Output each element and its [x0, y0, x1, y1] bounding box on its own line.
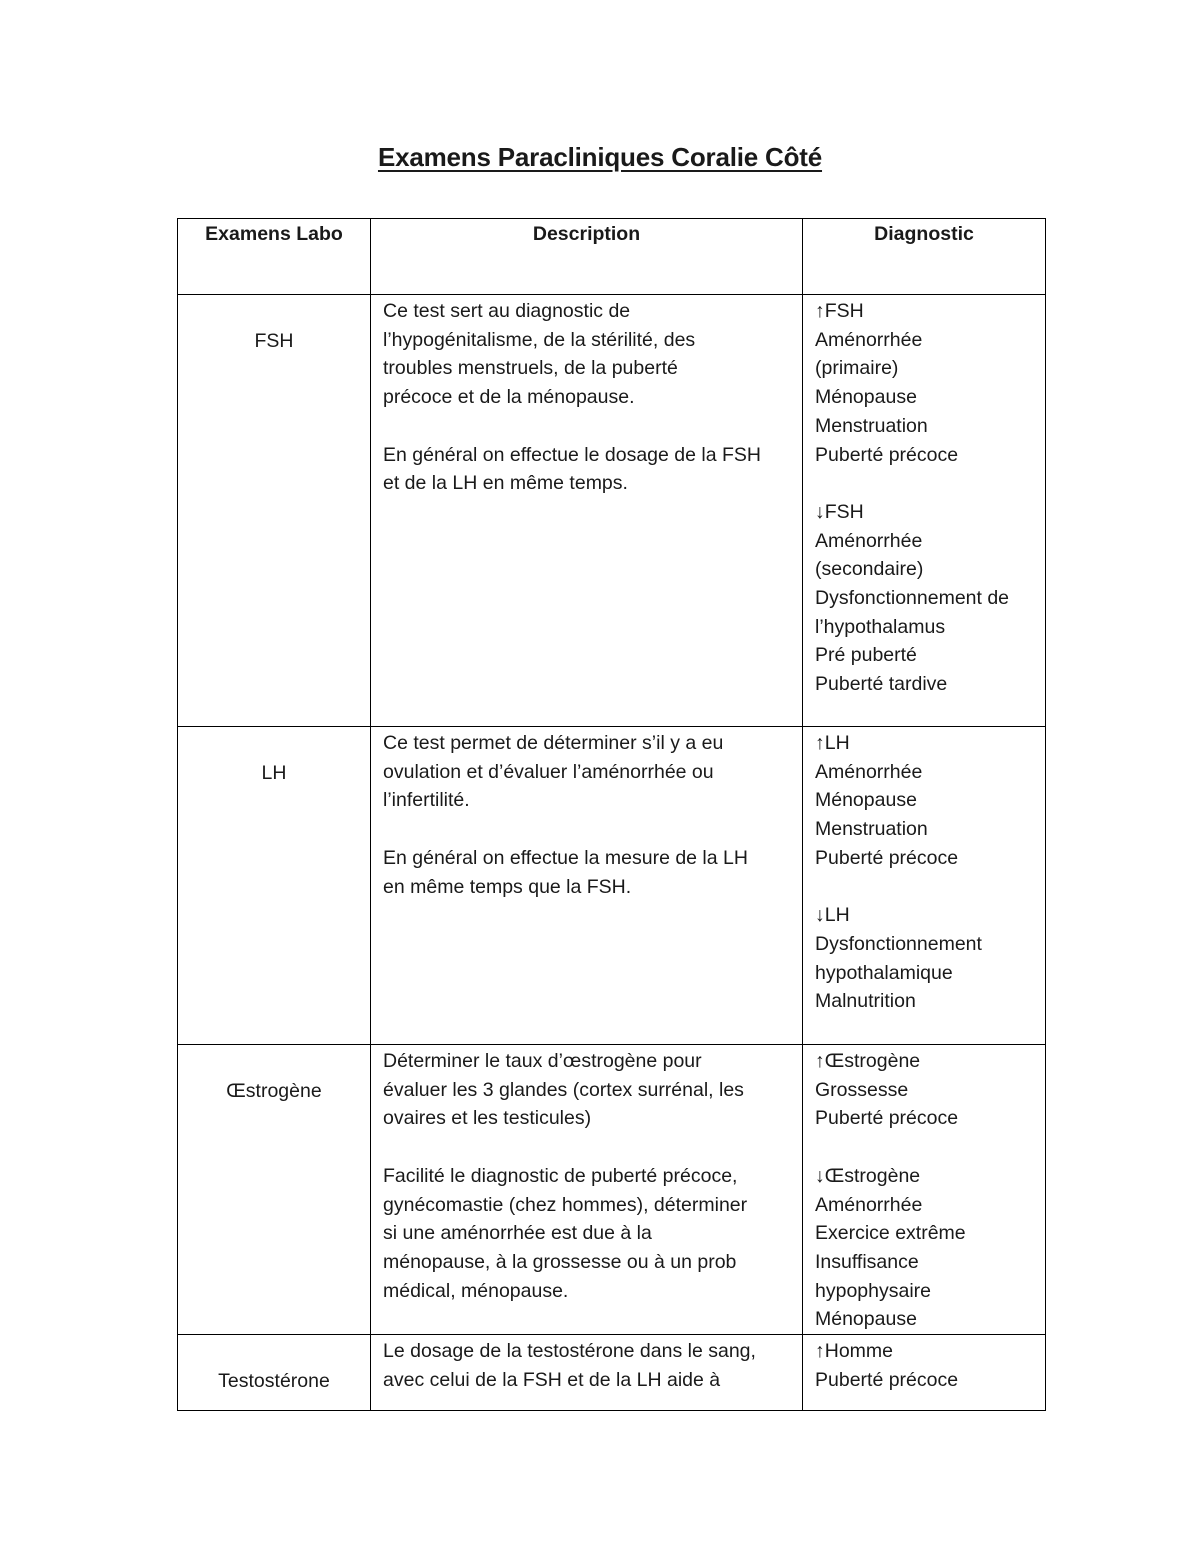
table-row-fsh — [178, 295, 1046, 727]
exam-name-testosterone: Testostérone — [218, 1370, 330, 1393]
diagnostic-oestrogene: ↑Œstrogène Grossesse Puberté précoce ↓Œstrogène Aménorrhée Exercice extrême Insuffisance hypophysaire Ménopause — [803, 1045, 1046, 1335]
header-diagnostic: Diagnostic — [803, 219, 1046, 295]
exams-table — [177, 218, 1046, 1411]
header-description: Description — [371, 219, 803, 295]
diagnostic-testosterone: ↑Homme Puberté précoce — [803, 1335, 1046, 1411]
increase-heading: ↑Œstrogène — [815, 1050, 921, 1072]
decrease-heading: ↓LH — [815, 904, 850, 927]
table-row-testosterone — [178, 1335, 1046, 1411]
diagnostic-lh: ↑LH Aménorrhée Ménopause Menstruation Puberté précoce ↓LH Dysfonctionnement hypothalamique Malnutrition — [803, 727, 1046, 1045]
description-testosterone: Le dosage de la testostérone dans le sang, avec celui de la FSH et de la LH aide à — [371, 1335, 803, 1411]
diagnostic-fsh: ↑FSH Aménorrhée (primaire) Ménopause Menstruation Puberté précoce ↓FSH Aménorrhée (secondaire) Dysfonctionnement de l’hypothalamus Pré puberté Puberté tardive — [803, 295, 1046, 727]
decrease-heading: ↓Œstrogène — [815, 1164, 921, 1187]
table-header-row — [178, 219, 1046, 295]
increase-heading: ↑FSH — [815, 300, 864, 322]
exam-name-lh: LH — [261, 762, 287, 784]
table-row-oestrogene — [178, 1045, 1046, 1335]
exam-name-fsh: FSH — [254, 330, 294, 352]
header-exam: Examens Labo — [178, 219, 371, 295]
exam-name-oestrogene: Œstrogène — [226, 1080, 322, 1102]
increase-heading: ↑Homme — [815, 1340, 894, 1363]
decrease-heading: ↓FSH — [815, 500, 864, 523]
table-row-lh — [178, 727, 1046, 1045]
description-oestrogene: Déterminer le taux d’œstrogène pour évaluer les 3 glandes (cortex surrénal, les ovaires et les testicules) Facilité le diagnostic de puberté précoce, gynécomastie (chez hommes), déterminer si une aménorrhée est due à la ménopause, à la grossesse ou à un prob médical, ménopause. — [371, 1045, 803, 1335]
description-fsh: Ce test sert au diagnostic de l’hypogénitalisme, de la stérilité, des troubles menstruels, de la puberté précoce et de la ménopause. En général on effectue le dosage de la FSH et de la LH en même temps. — [371, 295, 803, 727]
description-lh: Ce test permet de déterminer s’il y a eu ovulation et d’évaluer l’aménorrhée ou l’infertilité. En général on effectue la mesure de la LH en même temps que la FSH. — [371, 727, 803, 1045]
page-title: Examens Paracliniques Coralie Côté — [377, 142, 823, 172]
increase-heading: ↑LH — [815, 732, 850, 754]
